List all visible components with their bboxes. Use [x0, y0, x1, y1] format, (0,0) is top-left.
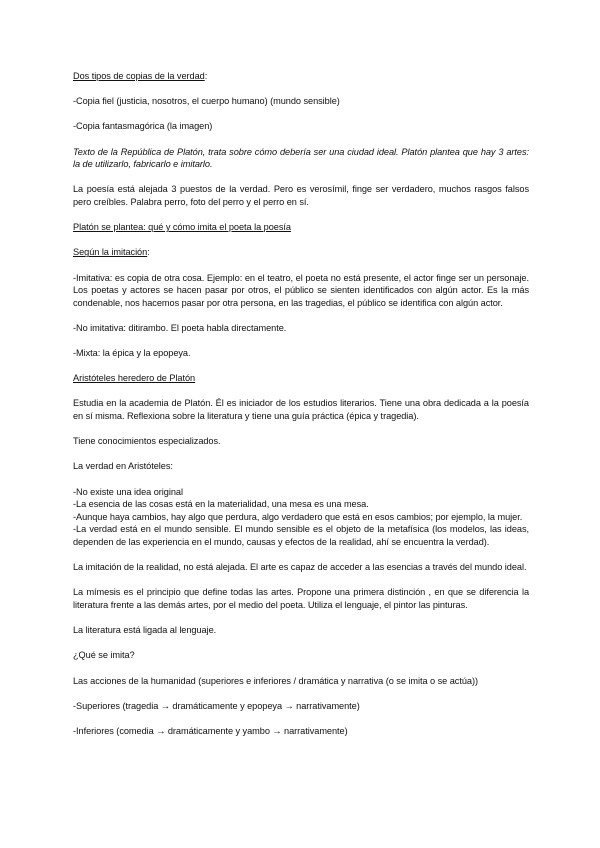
mixed-paragraph: -Mixta: la épica y la epopeya.: [73, 348, 191, 359]
mimesis-paragraph: La mímesis es el principio que define todas las artes. Propone una primera distinción , en que se diferencia la literatura frente a las demás artes, por el medio del poeta. Utiliza el lenguaje, el pintor las pinturas.: [73, 587, 529, 610]
truth-point: -La verdad está en el mundo sensible. El mundo sensible es el objeto de la metafísica (los modelos, las ideas, dependen de las experiencia en el mundo, causas y efectos de la realidad, ahí se encuentra la verdad).: [73, 524, 529, 547]
copy-phantasmagoric: -Copia fantasmagórica (la imagen): [73, 121, 213, 132]
heading-two-types-colon: :: [204, 71, 208, 81]
truth-heading: La verdad en Aristóteles:: [73, 461, 173, 472]
imitative-paragraph: -Imitativa: es copia de otra cosa. Ejemplo: en el teatro, el poeta no está presente, el actor finge ser un personaje. Los poetas y actores se hacen pasar por otros, el público se sienten identificados con algún actor. Es la más condenable, nos hacemos pasar por otra persona, en las tragedias, el público se identifica con algún actor.: [73, 272, 529, 308]
heading-by-imitation: [73, 246, 529, 259]
specialized-paragraph: Tiene conocimientos especializados.: [73, 436, 221, 447]
inferior-paragraph: -Inferiores (comedia → dramáticamente y yambo → narrativamente): [73, 725, 348, 736]
copy-faithful: -Copia fiel (justicia, nosotros, el cuerpo humano) (mundo sensible): [73, 96, 340, 107]
truth-points-list: [73, 486, 529, 549]
poetry-distance-paragraph: La poesía está alejada 3 puestos de la verdad. Pero es verosímil, finge ser verdadero, muchos rasgos falsos pero creíbles. Palabra perro, foto del perro y el perro en sí.: [73, 184, 529, 207]
heading-by-imitation-colon: :: [147, 247, 150, 258]
heading-by-imitation-text: Según la imitación: [73, 247, 148, 258]
human-actions-paragraph: Las acciones de la humanidad (superiores e inferiores / dramática y narrativa (o se imita o se actúa)): [73, 675, 478, 686]
aristotle-intro-paragraph: Estudia en la academia de Platón. Él es iniciador de los estudios literarios. Tiene una obra dedicada a la poesía en sí misma. Reflexiona sobre la literatura y tiene una guía práctica (épica y tragedia).: [73, 398, 529, 422]
republic-paragraph: Texto de la República de Platón, trata sobre cómo debería ser una ciudad ideal. Platón plantea que hay 3 artes: la de utilizarlo, fabricarlo e imitarlo.: [73, 146, 529, 170]
heading-plato-question: Platón se plantea: qué y cómo imita el poeta la poesía: [73, 222, 291, 233]
truth-point: -La esencia de las cosas está en la materialidad, una mesa es una mesa.: [73, 499, 369, 510]
truth-point: -Aunque haya cambios, hay algo que perdura, algo verdadero que está en esos cambios; por ejemplo, la mujer.: [73, 511, 523, 522]
non-imitative-paragraph: -No imitativa: ditirambo. El poeta habla directamente.: [73, 322, 287, 333]
heading-aristotle: Aristóteles heredero de Platón: [73, 373, 196, 384]
superior-paragraph: -Superiores (tragedia → dramáticamente y epopeya → narrativamente): [73, 700, 360, 711]
truth-point: -No existe una idea original: [73, 486, 183, 497]
document-page: [73, 70, 529, 750]
imitation-reality-paragraph: La imitación de la realidad, no está alejada. El arte es capaz de acceder a las esencias a través del mundo ideal.: [73, 562, 527, 573]
heading-two-types-text: Dos tipos de copias de la verdad: [73, 71, 205, 81]
heading-two-types: [73, 70, 529, 83]
literature-language-paragraph: La literatura está ligada al lenguaje.: [73, 625, 217, 636]
what-imitates-question: ¿Qué se imita?: [73, 650, 135, 661]
